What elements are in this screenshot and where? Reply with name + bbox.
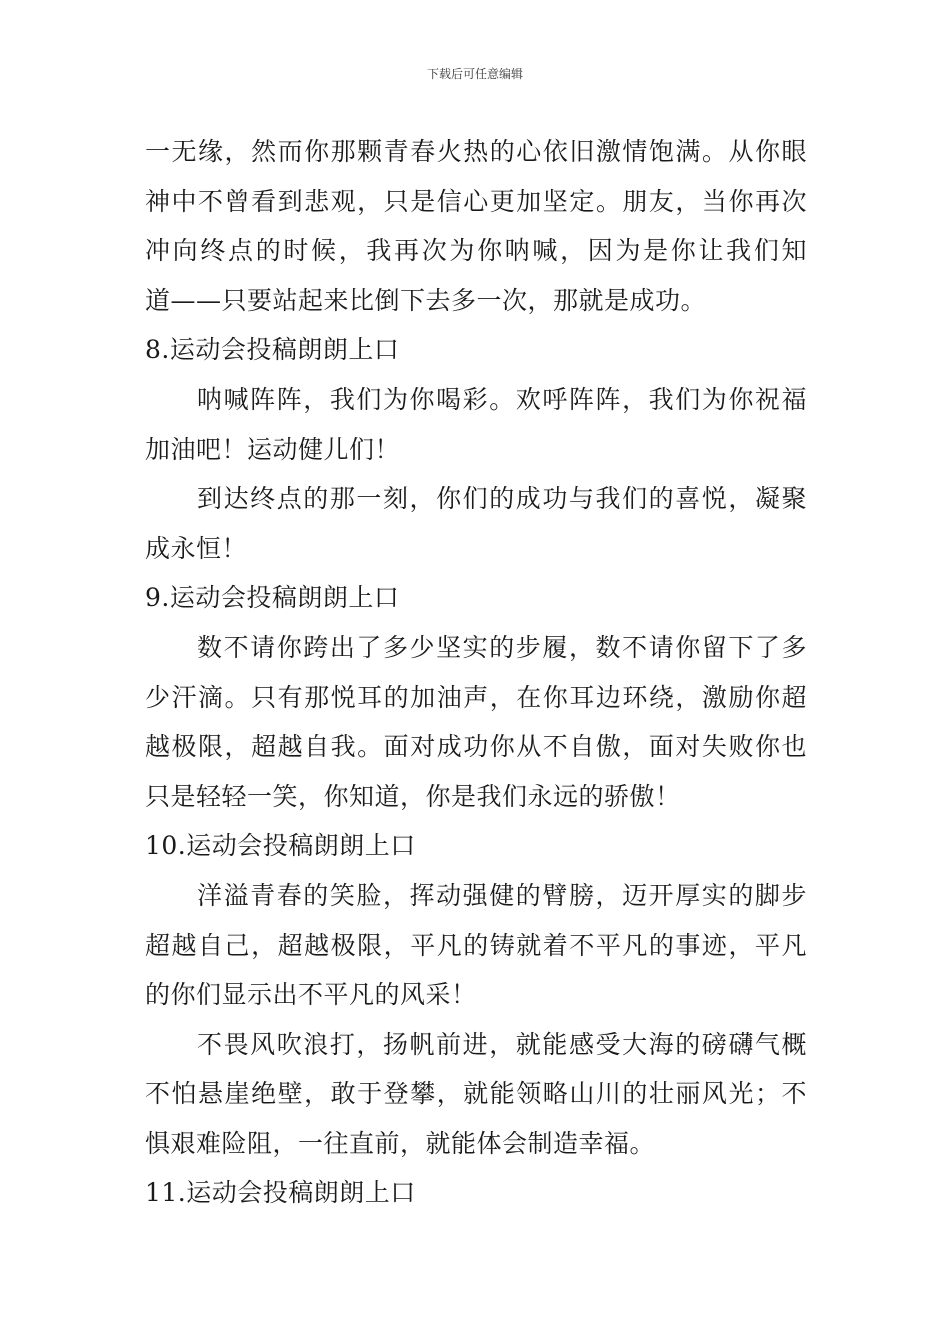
paragraph-line: 一无缘，然而你那颗青春火热的心依旧激情饱满。从你眼 [145,137,807,166]
section-paragraph [145,1020,807,1169]
paragraph-line: 的你们显示出不平凡的风采！ [145,980,477,1010]
paragraph-line: 数不请你跨出了多少坚实的步履，数不请你留下了多 [197,632,807,662]
paragraph-line: 到达终点的那一刻，你们的成功与我们的喜悦，凝聚 [197,484,807,514]
section-paragraph [145,871,807,1020]
paragraph-line: 呐喊阵阵，我们为你喝彩。欢呼阵阵，我们为你祝福 [197,384,807,414]
continued-paragraph [145,127,807,325]
paragraph-line: 加油吧！运动健儿们！ [145,434,401,464]
paragraph-line: 成永恒！ [145,533,248,563]
document-body [145,127,807,1218]
paragraph-line: 超越自己，超越极限，平凡的铸就着不平凡的事迹，平凡 [145,930,807,960]
paragraph-line: 道——只要站起来比倒下去多一次，那就是成功。 [145,285,707,315]
paragraph-line: 神中不曾看到悲观，只是信心更加坚定。朋友，当你再次 [145,186,807,216]
paragraph-line: 只是轻轻一笑，你知道，你是我们永远的骄傲！ [145,781,681,811]
paragraph-line: 冲向终点的时候，我再次为你呐喊，因为是你让我们知 [145,236,807,266]
section-paragraph [145,375,807,474]
section-heading: 9.运动会投稿朗朗上口 [145,583,400,613]
section-heading: 11.运动会投稿朗朗上口 [145,1178,416,1208]
paragraph-line: 少汗滴。只有那悦耳的加油声，在你耳边环绕，激励你超 [145,682,807,712]
paragraph-line: 越极限，超越自我。面对成功你从不自傲，面对失败你也 [145,732,807,762]
paragraph-line: 惧艰难险阻，一往直前，就能体会制造幸福。 [145,1128,656,1158]
section-paragraph [145,474,807,573]
section-heading: 10.运动会投稿朗朗上口 [145,831,416,861]
page-header: 下载后可任意编辑 [426,67,523,81]
paragraph-line: 不畏风吹浪打，扬帆前进，就能感受大海的磅礴气概 [197,1029,807,1059]
section-heading: 8.运动会投稿朗朗上口 [145,335,400,365]
section-paragraph [145,623,807,821]
paragraph-line: 洋溢青春的笑脸，挥动强健的臂膀，迈开厚实的脚步 [197,880,807,910]
paragraph-line: 不怕悬崖绝壁，敢于登攀，就能领略山川的壮丽风光；不 [145,1079,807,1109]
